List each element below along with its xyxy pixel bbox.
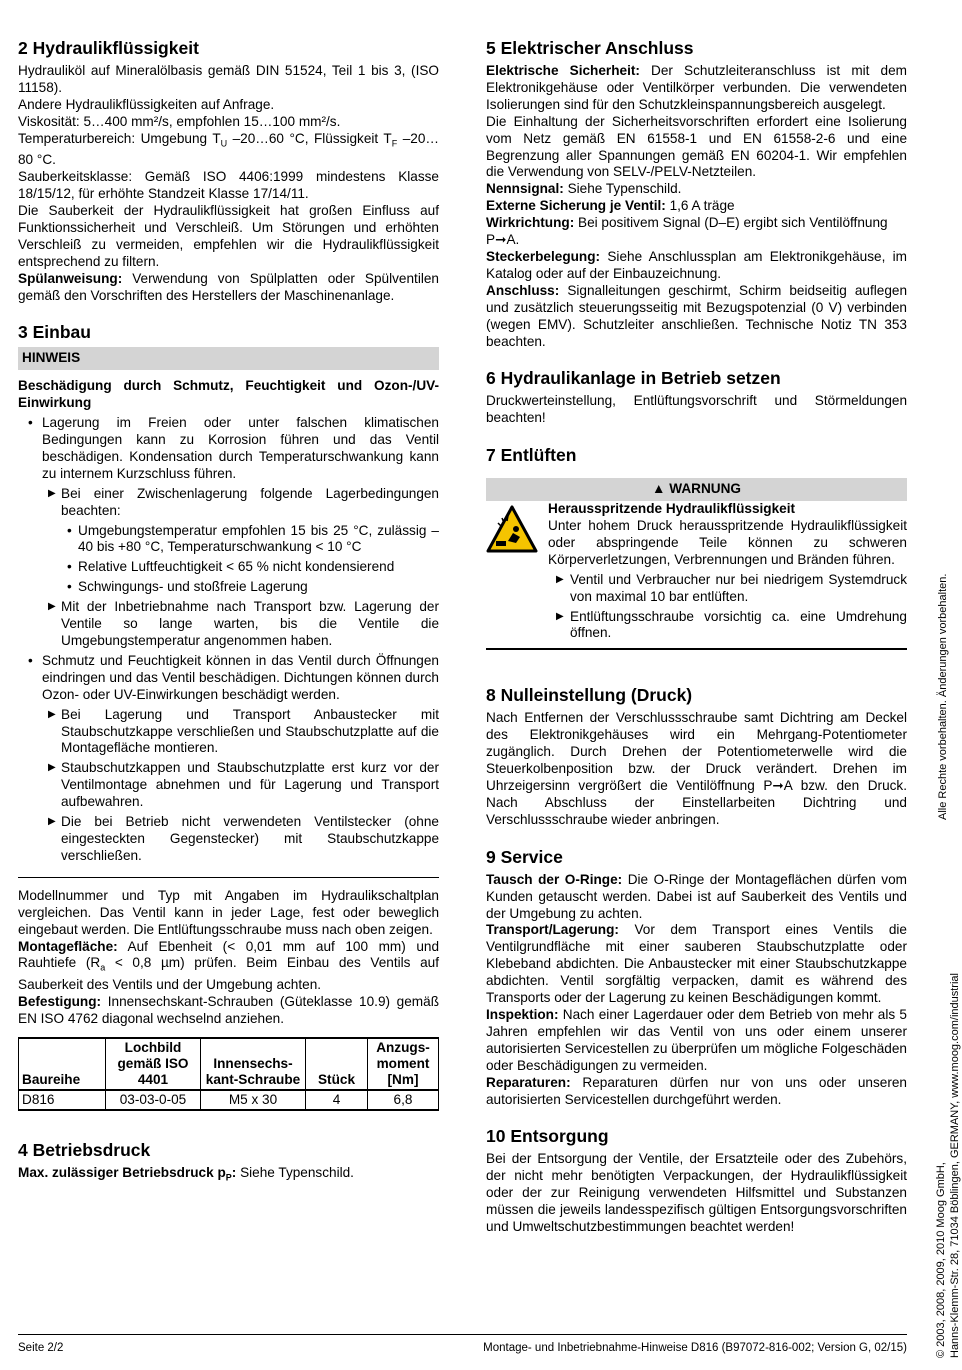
table-header: Lochbild gemäß ISO 4401 (106, 1038, 201, 1090)
section-title: 6 Hydraulikanlage in Betrieb setzen (486, 368, 781, 389)
text: Staubschutzkappen und Staubschutzplatte erst kurz vor der Ventilmontage abnehmen und für Lagerung und Transport aufbewahren. (61, 760, 439, 810)
paragraph (486, 1075, 907, 1109)
list-item: • Schwingungs- und stoßfreie Lagerung (67, 579, 308, 595)
warning-heading (548, 501, 907, 518)
arrow-icon: ▶ (48, 816, 56, 828)
section-disposal (486, 1125, 907, 1236)
fastening-table (18, 1037, 439, 1111)
label: Nennsignal: (486, 181, 564, 197)
paragraph: Druckwerteinstellung, Entlüftungsvorschrift und Störmeldungen beachten! (486, 393, 907, 426)
warning-bar (486, 478, 907, 501)
text: Siehe Typenschild. (563, 181, 682, 197)
text: Schmutz und Feuchtigkeit können in das Ventil durch Öffnungen eindringen und das Ventil beschädigen. Dichtungen können durch Ozon- oder UV-Einwirkungen beschädigt werden. (42, 652, 439, 702)
label: Befestigung: (18, 993, 102, 1009)
paragraph (18, 939, 439, 994)
table-header: Baureihe (19, 1038, 106, 1090)
paragraph: Die Einhaltung der Sicherheitsvorschriften erfordert eine Isolierung vom Netz gemäß EN 61558-1 und EN 61558-2-6 und eine Begrenzung aller Spannungen gemäß EN 60204-1. Wir empfehlen die Verwendung von SELV-/PELV-Netzteilen. (486, 113, 907, 180)
section-commissioning (486, 367, 907, 427)
step-item (18, 486, 439, 520)
subscript: a (100, 963, 106, 974)
left-column (18, 37, 439, 1203)
section-service (486, 846, 907, 1109)
label: Externe Sicherung je Ventil: (486, 198, 666, 214)
text: Bei einer Zwischenlagerung folgende Lagerbedingungen beachten: (61, 485, 439, 518)
footer-divider (18, 1334, 907, 1335)
text: Signalleitungen geschirmt, Schirm beidseitig auflegen und zusätzlich steuerungsseitig mit Bezugspotenzial (0 V) verbinden (wegen EMV). Schutzleiter anschließen. Technische Notiz TN 353 beachten. (486, 282, 907, 349)
paragraph (486, 215, 907, 249)
text: Entlüftungsschraube vorsichtig ca. eine Umdrehung öffnen. (570, 608, 907, 641)
label: Tausch der O-Ringe: (486, 871, 623, 887)
text: Nach einer Lagerdauer oder dem Betrieb von mehr als 5 Jahren empfehlen wir das Ventil von uns oder einem unserer autorisierten Servicestellen zu überprüfen um mögliche Folgeschäden oder Beschädigungen zu vermeiden. (486, 1006, 907, 1073)
section-title: 7 Entlüften (486, 445, 577, 466)
step-item (18, 707, 439, 758)
list-item: • Relative Luftfeuchtigkeit < 65 % nicht kondensierend (67, 559, 395, 575)
text: Die bei Betrieb nicht verwendeten Ventilstecker (ohne eingesteckten Gegenstecker) mit Staubschutzkappe verschließen. (61, 814, 439, 863)
paragraph: Sauberkeitsklasse: Gemäß ISO 4406:1999 mindestens Klasse 18/15/12, für erhöhte Standzeit Klasse 17/14/11. (18, 169, 439, 202)
paragraph (486, 283, 907, 351)
arrow-icon: ▶ (48, 601, 56, 613)
step-item (18, 814, 439, 865)
paragraph (486, 198, 907, 215)
section-electrical (486, 37, 907, 350)
copyright-notice (934, 973, 962, 1358)
section-title: 4 Betriebsdruck (18, 1139, 151, 1160)
label: Transport/Lagerung: (486, 922, 619, 938)
text: Siehe Anschlussplan am Elektronikgehäuse, im Katalog oder auf der Einbauzeichnung. (486, 248, 907, 281)
paragraph: Modellnummer und Typ mit Angaben im Hydraulikschaltplan vergleichen. Das Ventil kann in jeder Lage, fest oder beweglich eingebaut werden. Die Entlüftungsschraube muss nach oben zeigen. (18, 887, 439, 937)
paragraph: Hydrauliköl auf Mineralölbasis gemäß DIN 51524, Teil 1 bis 3, (ISO 11158). (18, 63, 439, 95)
text: Die O-Ringe der Montageflächen dürfen vom Kunden getauscht werden. Dabei ist auf Sauberkeit des Ventils und der Umgebung zu achten. (486, 871, 907, 921)
warning-text: Unter hohem Druck herausspritzende Hydraulikflüssigkeit oder abspringende Teile können zu schweren Körperverletzungen, Verbrennungen und Bränden führen. (548, 518, 907, 567)
page-number: Seite 2/2 (18, 1342, 64, 1354)
text: Relative Luftfeuchtigkeit < 65 % nicht kondensierend (78, 559, 395, 575)
section-title: 3 Einbau (18, 322, 91, 343)
label: Inspektion: (486, 1006, 559, 1022)
section-operating-pressure (18, 1139, 439, 1187)
label: Herausspritzende Hydraulikflüssigkeit (548, 501, 796, 517)
label: Montagefläche: (18, 938, 118, 954)
paragraph: Viskosität: 5…400 mm²/s, empfohlen 15…100 mm²/s. (18, 113, 341, 129)
text: 1,6 A träge (665, 198, 735, 214)
table-cell: D816 (19, 1090, 106, 1110)
text: Lagerung im Freien oder unter falschen klimatischen Bedingungen kann zu Korrosion führen und das Ventil beschädigen. Kondensation durch Temperaturschwankung kann zu internem Kurzschluss führen. (42, 415, 439, 481)
arrow-icon: ▶ (556, 610, 564, 622)
paragraph (486, 1007, 907, 1075)
paragraph: Bei der Entsorgung der Ventile, der Ersatzteile oder des Zubehörs, der nicht mehr benötigten Verpackungen, der Hydraulikflüssigkeit oder der zur Reinigung verwendeten Hilfsmittel und Substanzen müssen die jeweils landesspezifisch gültigen Entsorgungsvorschriften und Umweltschutzbestimmungen beachtet werden! (486, 1151, 907, 1235)
section-title: 2 Hydraulikflüssigkeit (18, 38, 199, 58)
arrow-icon: ▶ (48, 708, 56, 720)
table-cell: M5 x 30 (201, 1090, 306, 1110)
table-header: Stück (306, 1038, 368, 1090)
text: Auf Ebenheit (< 0,01 mm auf 100 mm) und Rauhtiefe (R (18, 938, 439, 971)
step-item (18, 599, 439, 650)
paragraph (486, 872, 907, 923)
text: < 0,8 µm) prüfen. Beim Einbau des Ventils auf Sauberkeit des Ventils und der Umgebung achten. (18, 955, 440, 993)
section-hydraulic-fluid (18, 37, 439, 304)
warning-body (486, 501, 907, 650)
paragraph (486, 181, 907, 198)
text: Ventil und Verbraucher nur bei niedrigem Systemdruck von maximal 10 bar entlüften. (570, 571, 907, 604)
document-reference: Montage- und Inbetriebnahme-Hinweise D816 (B97072-816-002; Version G, 02/15) (483, 1342, 907, 1354)
address-line: Hanns-Klemm-Str. 28, 71034 Böblingen, GERMANY, www.moog.com/industrial (949, 973, 961, 1358)
arrow-icon: ▶ (48, 487, 56, 499)
paragraph (486, 922, 907, 1007)
text: –20…80 °C. (18, 130, 439, 168)
text: Vor dem Transport eines Ventils die Ventilgrundfläche mit einer sauberen Staubschutzplatte oder Klebeband abdichten. Die Anbaustecker mit einer Staubschutzkappe abdichten. Ventil sorgfältig verpacken, damit es während des Transports oder der Lagerung zu keinen Beschädigungen kommt. (486, 922, 907, 1006)
text: Innensechskant-Schrauben (Güteklasse 10.9) gemäß EN ISO 4762 diagonal wechselnd anziehen. (18, 993, 439, 1026)
paragraph (18, 994, 439, 1028)
paragraph: Andere Hydraulikflüssigkeiten auf Anfrage. (18, 96, 275, 112)
label: Steckerbelegung: (486, 248, 601, 264)
label: Max. zulässiger Betriebsdruck $p_P$: (18, 1164, 237, 1183)
label: Beschädigung durch Schmutz, Feuchtigkeit und Ozon-/UV-Einwirkung (18, 378, 439, 411)
subscript: U (220, 138, 228, 149)
paragraph: Nach Entfernen der Verschlussschraube samt Dichtring am Deckel des Elektronikgehäuses wird ein Mehrgang-Potentiometer zugänglich. Durch Drehen der Potentiometerwelle wird die Steuerkolbenposition bzw. der Druck verändert. Drehen im Uhrzeigersinn vergrößert die Ventilöffnung P➞A bzw. den Druck. Nach Abschluss der Einstellarbeiten Dichtring und Verschlussschraube wieder anbringen. (486, 710, 907, 827)
section-title: 9 Service (486, 846, 563, 867)
temperature-paragraph (18, 131, 439, 170)
section-title: 5 Elektrischer Anschluss (486, 38, 694, 58)
text: Bei Lagerung und Transport Anbaustecker mit Staubschutzkappe verschließen und Staubschutzplatte auf die Montagefläche montieren. (61, 706, 439, 756)
table-header-row (19, 1038, 439, 1090)
label: Anschluss: (486, 282, 560, 298)
text: –20…60 °C, Flüssigkeit T (227, 130, 392, 146)
list-item: • Umgebungstemperatur empfohlen 15 bis 25 °C, zulässig –40 bis +80 °C, Temperaturschwankung < 10 °C (67, 522, 439, 555)
warning-icon: ▲ (652, 481, 666, 497)
section-bleeding (486, 444, 907, 650)
table-header: Anzugs-moment [Nm] (368, 1038, 439, 1090)
section-installation (18, 321, 439, 1110)
paragraph: Die Sauberkeit der Hydraulikflüssigkeit hat großen Einfluss auf Funktionssicherheit und Verschleiß. Um Störungen und erhöhten Verschleiß zu vermeiden, empfehlen wir die Hydraulikflüssigkeit entsprechend zu filtern. (18, 202, 439, 269)
paragraph (486, 249, 907, 283)
rights-notice: Alle Rechte vorbehalten. Änderungen vorbehalten. (937, 573, 949, 820)
label: Reparaturen: (486, 1074, 571, 1090)
text: Verwendung von Spülplatten oder Spülventilen gemäß den Vorschriften des Herstellers der Maschinenanlage. (18, 270, 439, 303)
text: Der Schutzleiteranschluss ist mit dem Elektronikgehäuse oder Ventilkörper verbunden. Die verwendeten Isolierungen sind für den Schutzkleinspannungsbereich ausgelegt. (486, 63, 907, 112)
arrow-icon: ▶ (556, 573, 564, 585)
step-item (548, 572, 907, 606)
copyright-line: © 2003, 2008, 2009, 2010 Moog GmbH, (935, 1162, 947, 1358)
list-item: • Lagerung im Freien oder unter falschen klimatischen Bedingungen kann zu Korrosion führen und das Ventil beschädigen. Kondensation durch Temperaturschwankung kann zu internem Kurzschluss führen. (28, 415, 439, 481)
text: Mit der Inbetriebnahme nach Transport bzw. Lagerung der Ventile so lange warten, bis die Ventile die Umgebungstemperatur angenommen haben. (61, 599, 439, 648)
section-title: 10 Entsorgung (486, 1126, 609, 1147)
arrow-icon: ▶ (48, 762, 56, 774)
list-item: • Schmutz und Feuchtigkeit können in das Ventil durch Öffnungen eindringen und das Ventil beschädigen. Dichtungen können durch Ozon- oder UV-Einwirkungen beschädigt werden. (28, 652, 439, 702)
right-column (486, 37, 907, 1253)
notice-bar: HINWEIS (18, 347, 439, 370)
subscript: F (391, 138, 398, 149)
table-cell: 4 (306, 1090, 368, 1110)
section-title: 8 Nulleinstellung (Druck) (486, 685, 693, 706)
text: Siehe Typenschild. (236, 1164, 354, 1180)
step-item (18, 760, 439, 811)
label: Wirkrichtung: (486, 215, 575, 231)
text: Umgebungstemperatur empfohlen 15 bis 25 °C, zulässig –40 bis +80 °C, Temperaturschwankung < 10 °C (78, 522, 439, 555)
text: Bei positivem Signal (D–E) ergibt sich Ventilöffnung P➞A. (486, 215, 888, 248)
table-cell: 6,8 (368, 1090, 439, 1110)
text: Reparaturen dürfen nur von uns oder unseren autorisierten Servicestellen durchgeführt werden. (486, 1074, 907, 1107)
paragraph (18, 271, 439, 305)
divider (18, 877, 439, 878)
text: Temperaturbereich: Umgebung T (18, 130, 221, 146)
fluid-spray-hazard-icon (486, 505, 538, 553)
step-item (548, 609, 907, 643)
table-row (19, 1090, 439, 1110)
table-header: Innensechs-kant-Schraube (201, 1038, 306, 1090)
section-zero-adjustment (486, 684, 907, 828)
paragraph (18, 1165, 439, 1187)
table-cell: 03-03-0-05 (106, 1090, 201, 1110)
paragraph (486, 63, 907, 114)
label: Elektrische Sicherheit: (486, 63, 640, 78)
label: Spülanweisung: (18, 270, 123, 286)
warning-label: WARNUNG (669, 481, 741, 497)
text: Schwingungs- und stoßfreie Lagerung (78, 579, 308, 595)
notice-heading (18, 378, 439, 412)
